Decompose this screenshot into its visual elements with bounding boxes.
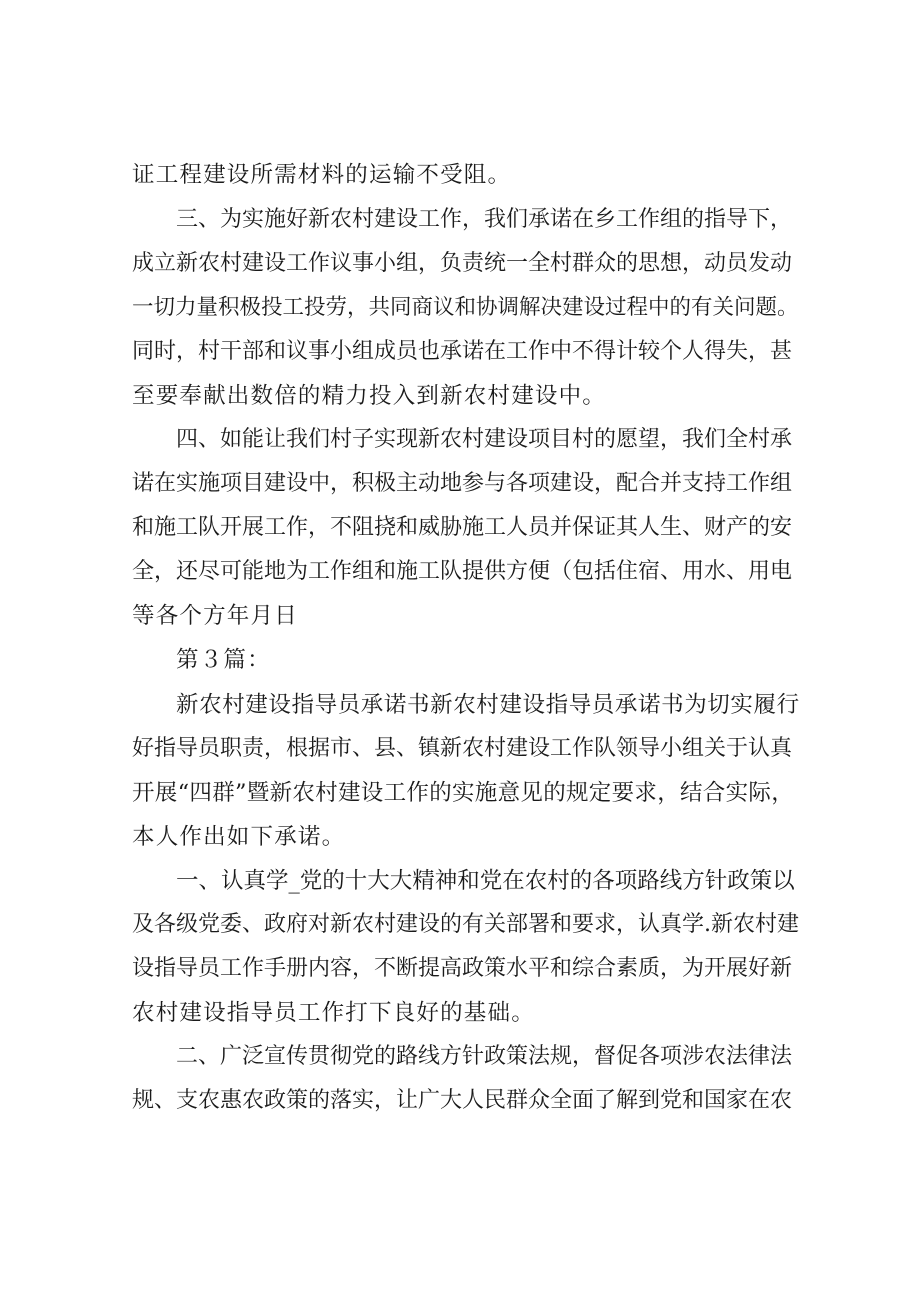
text-line: 全，还尽可能地为工作组和施工队提供方便（包括住宿、用水、用电	[132, 559, 793, 584]
text-line: 诺在实施项目建设中，积极主动地参与各项建设，配合并支持工作组	[132, 471, 793, 496]
text-line: 成立新农村建设工作议事小组，负责统一全村群众的思想，动员发动	[132, 251, 793, 276]
text-line: 至要奉献出数倍的精力投入到新农村建设中。	[132, 383, 607, 409]
text-line: 好指导员职责，根据市、县、镇新农村建设工作队领导小组关于认真	[132, 736, 793, 761]
paragraph-start: 四、如能让我们村子实现新农村建设项目村的愿望，我们全村承	[176, 427, 793, 452]
text-line: 开展“四群”暨新农村建设工作的实施意见的规定要求，结合实际，	[132, 780, 795, 806]
paragraph-start: 一、认真学_党的十大大精神和党在农村的各项路线方针政策以	[176, 868, 795, 894]
paragraph-start: 三、为实施好新农村建设工作，我们承诺在乡工作组的指导下，	[176, 207, 793, 232]
paragraph-start: 新农村建设指导员承诺书新农村建设指导员承诺书为切实履行	[176, 692, 800, 718]
section-heading: 第３篇：	[176, 647, 271, 673]
text-line: 本人作出如下承诺。	[132, 824, 346, 850]
text-line: 同时，村干部和议事小组成员也承诺在工作中不得计较个人得失，甚	[132, 339, 793, 364]
text-line: 农村建设指导员工作打下良好的基础。	[132, 1000, 535, 1026]
text-line: 一切力量积极投工投劳，共同商议和协调解决建设过程中的有关问题。	[132, 295, 799, 320]
text-line: 等各个方年月日	[132, 603, 298, 629]
text-line: 和施工队开展工作，不阻挠和威胁施工人员并保证其人生、财产的安	[132, 515, 793, 540]
text-line: 规、支农惠农政策的落实，让广大人民群众全面了解到党和国家在农	[132, 1088, 793, 1113]
text-line: 证工程建设所需材料的运输不受阻。	[132, 162, 512, 188]
paragraph-start: 二、广泛宣传贯彻党的路线方针政策法规，督促各项涉农法律法	[176, 1044, 793, 1069]
text-line: 设指导员工作手册内容，不断提高政策水平和综合素质，为开展好新	[132, 956, 793, 981]
text-line: 及各级党委、政府对新农村建设的有关部署和要求，认真学.新农村建	[132, 912, 799, 937]
